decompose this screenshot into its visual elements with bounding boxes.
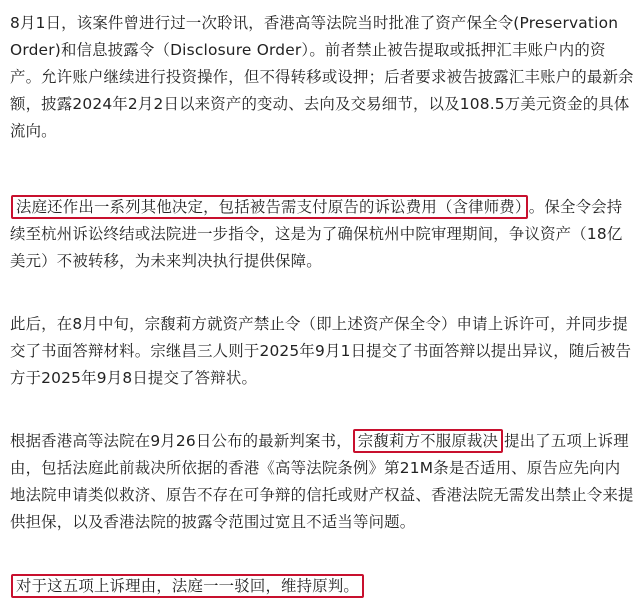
- paragraph-appeal-grounds: [10, 428, 634, 536]
- paragraph-text: 提出了五项上诉理由，包括法庭此前裁决所依据的香港《高等法院条例》第21M条是否适用、原告应先向内地法院申请类似救济、原告不存在可争辩的信托或财产权益、香港法院无需发出禁止令来提供担保，以及香港法院的披露令范围过宽且不适当等问题。: [10, 432, 634, 531]
- highlighted-text: 对于这五项上诉理由，法庭一一驳回，维持原判。: [11, 574, 364, 598]
- highlighted-text: 法庭还作出一系列其他决定，包括被告需支付原告的诉讼费用（含律师费）: [11, 195, 528, 219]
- paragraph-text: 8月1日，该案件曾进行过一次聆讯，香港高等法院当时批准了资产保全令(Preservation Order)和信息披露令（Disclosure Order）。前者禁止被告提取或抵押汇丰账户内的资产。允许账户继续进行投资操作，但不得转移或设押；后者要求被告披露汇丰账户的最新余额，披露2024年2月2日以来资产的变动、去向及交易细节，以及108.5万美元资金的具体流向。: [10, 14, 634, 140]
- paragraph-text: 根据香港高等法院在9月26日公布的最新判案书，: [10, 432, 352, 450]
- highlighted-text: 宗馥莉方不服原裁决: [353, 429, 503, 453]
- paragraph-text: 此后，在8月中旬，宗馥莉方就资产禁止令（即上述资产保全令）申请上诉许可，并同步提交了书面答辩材料。宗继昌三人则于2025年9月1日提交了书面答辩以提出异议，随后被告方于2025年9月8日提交了答辩状。: [10, 315, 632, 387]
- paragraph-hearing-orders: [10, 10, 634, 145]
- paragraph-other-decisions: [10, 194, 634, 275]
- paragraph-ruling: [10, 573, 634, 600]
- paragraph-text: 。保全令会持续至杭州诉讼终结或法院进一步指令，这是为了确保杭州中院审理期间，争议资产（18亿美元）不被转移，为未来判决执行提供保障。: [10, 198, 623, 270]
- paragraph-appeal-application: [10, 311, 634, 392]
